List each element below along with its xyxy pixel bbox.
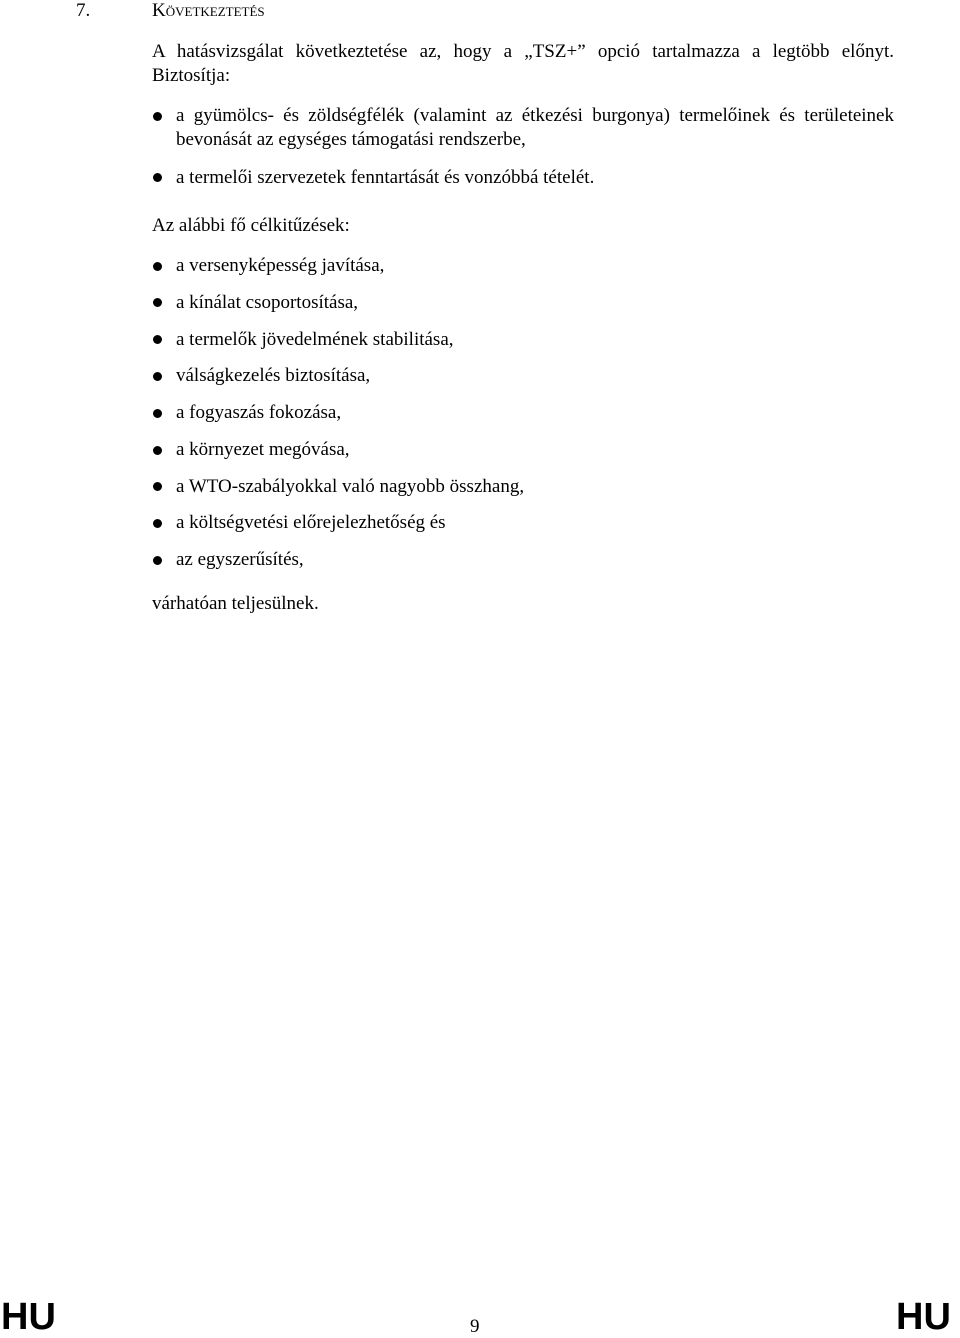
objective-item: a kínálat csoportosítása, xyxy=(176,292,359,313)
objective-item: az egyszerűsítés, xyxy=(176,549,304,570)
objective-item: a költségvetési előrejelezhetőség és xyxy=(176,512,446,533)
section-title: Következtetés xyxy=(152,0,265,21)
benefit-item: a termelői szervezetek fenntartását és vonzóbbá tételét. xyxy=(176,167,595,188)
objectives-intro: Az alábbi fő célkitűzések: xyxy=(152,215,350,236)
objective-item: a környezet megóvása, xyxy=(176,439,350,460)
bullet-icon xyxy=(153,446,162,455)
objective-item: a termelők jövedelmének stabilitása, xyxy=(176,329,454,350)
objective-item: a WTO-szabályokkal való nagyobb összhang, xyxy=(176,476,525,497)
intro-paragraph: A hatásvizsgálat következtetése az, hogy a „TSZ+” opció tartalmazza a legtöbb előnyt. Biztosítja: xyxy=(152,41,894,86)
section-number: 7. xyxy=(76,0,91,21)
bullet-icon xyxy=(153,409,162,418)
page-number: 9 xyxy=(470,1316,480,1337)
bullet-icon xyxy=(153,372,162,381)
conclusion-text: várhatóan teljesülnek. xyxy=(152,593,319,614)
bullet-icon xyxy=(153,519,162,528)
bullet-icon xyxy=(153,262,162,271)
benefit-item: a gyümölcs- és zöldségfélék (valamint az étkezési burgonya) termelőinek és területeinek bevonását az egységes támogatási rendszerbe, xyxy=(176,105,894,150)
bullet-icon xyxy=(153,112,162,121)
objective-item: a fogyaszás fokozása, xyxy=(176,402,342,423)
bullet-icon xyxy=(153,298,162,307)
bullet-icon xyxy=(153,173,162,182)
bullet-icon xyxy=(153,335,162,344)
objective-item: a versenyképesség javítása, xyxy=(176,255,385,276)
objective-item: válságkezelés biztosítása, xyxy=(176,365,371,386)
bullet-icon xyxy=(153,556,162,565)
footer-language-left: HU xyxy=(1,1296,56,1338)
footer-language-right: HU xyxy=(896,1296,951,1338)
bullet-icon xyxy=(153,482,162,491)
